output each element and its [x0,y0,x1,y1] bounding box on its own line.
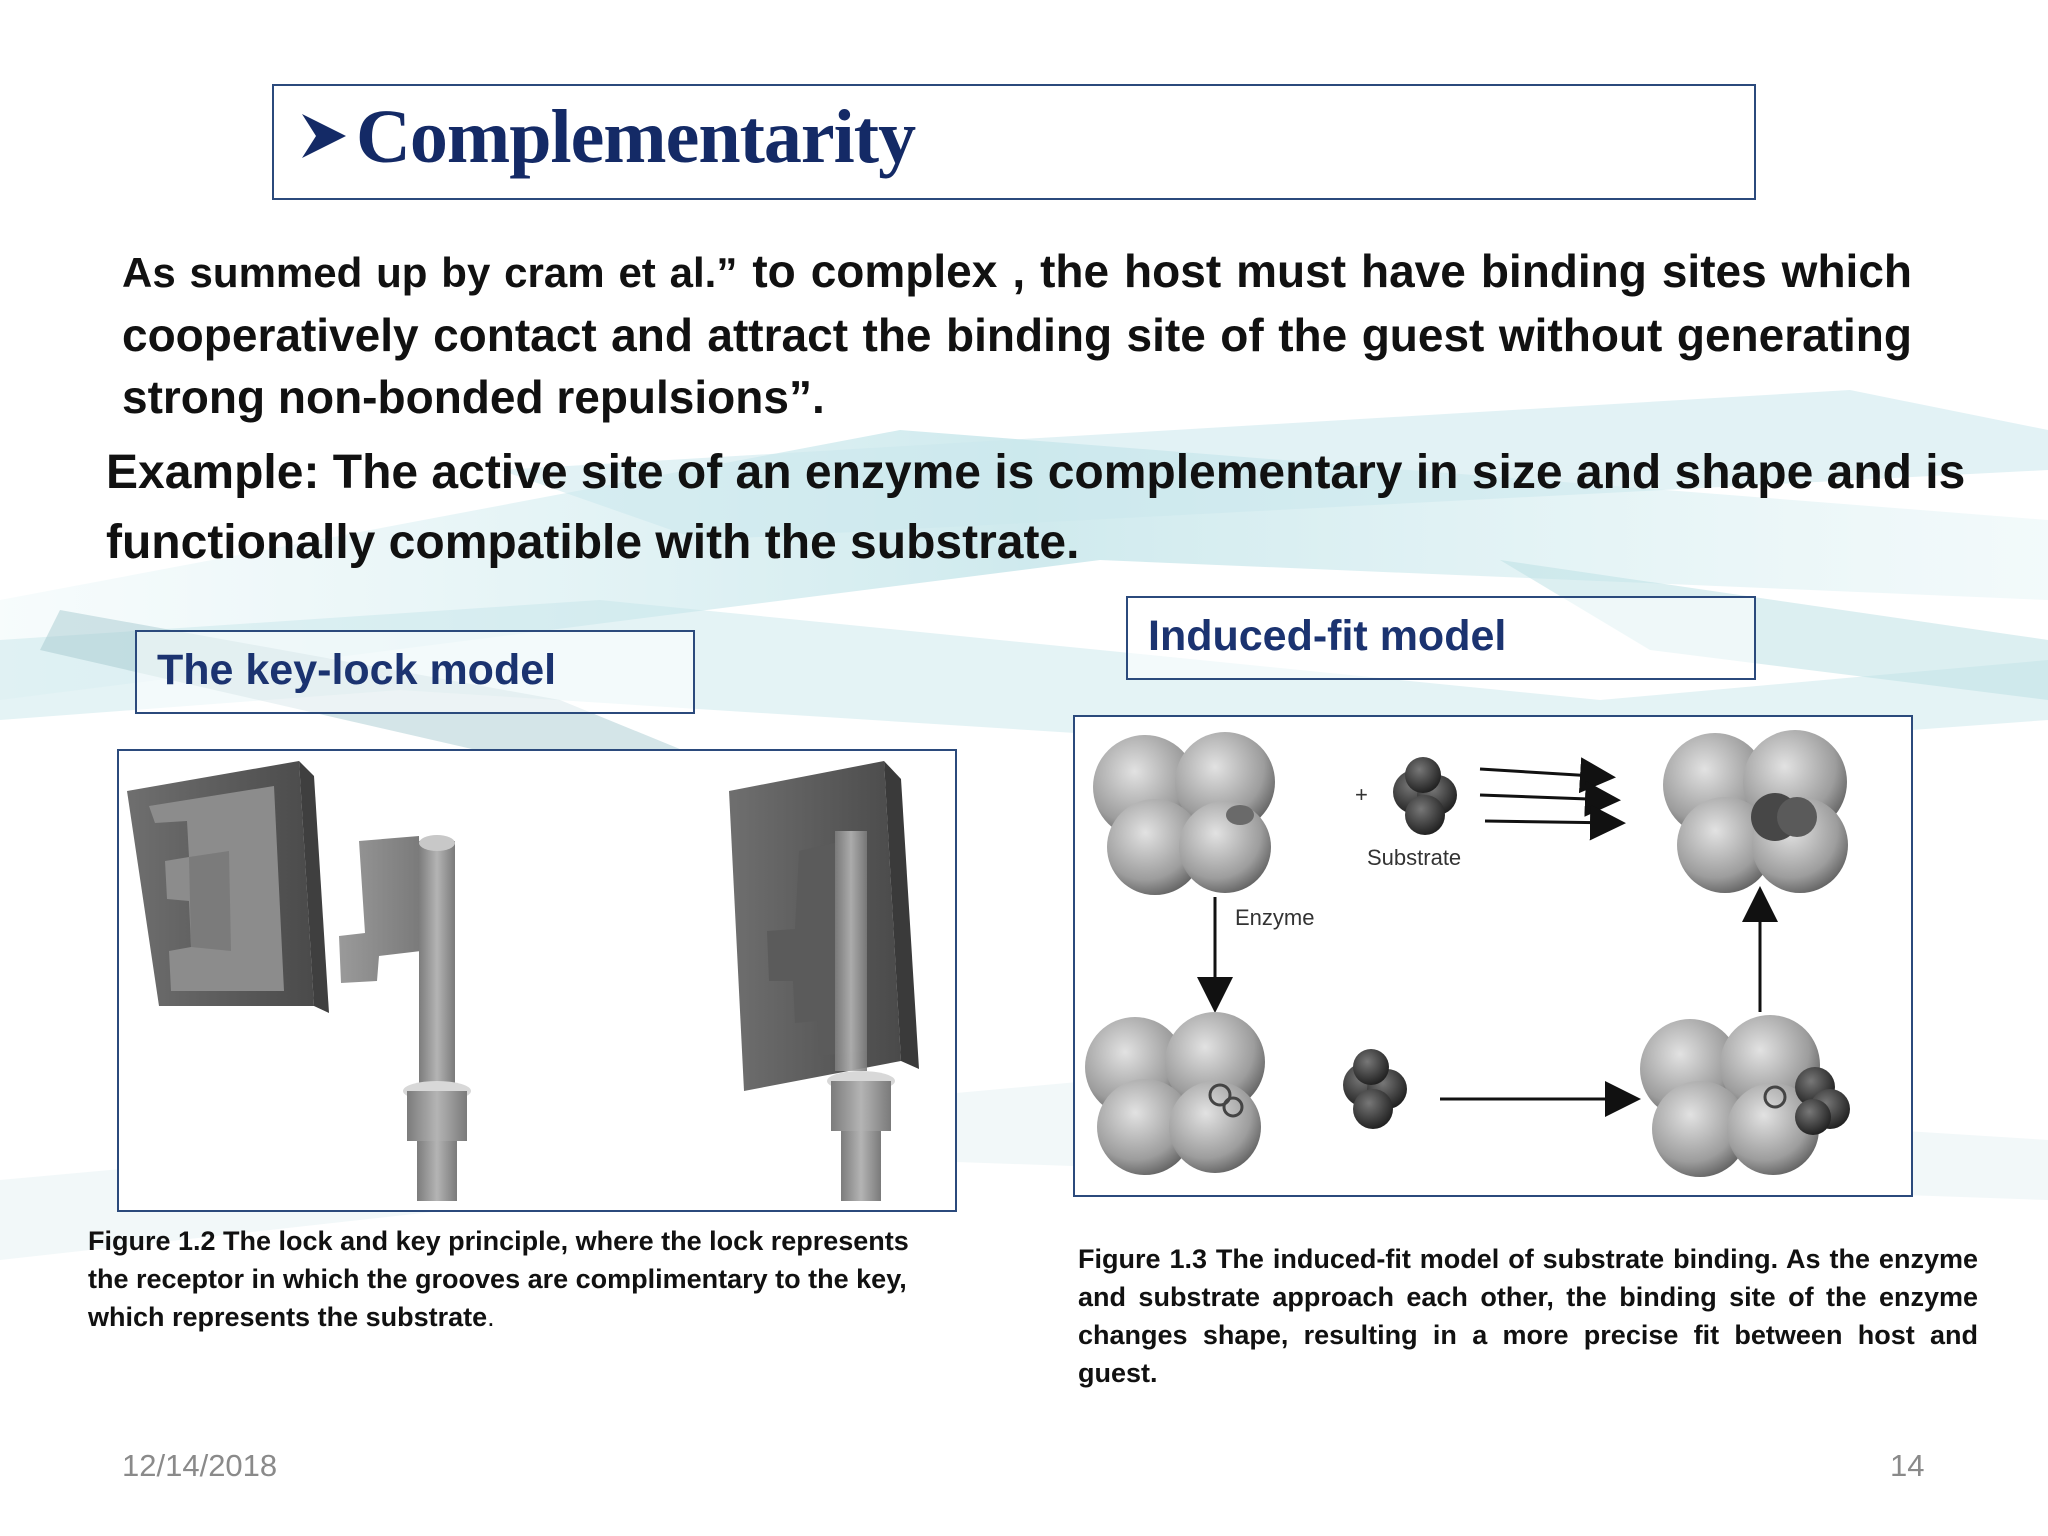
plus-sign: + [1355,782,1368,807]
lock-and-key-illustration [119,751,957,1212]
figure-1-3-caption: Figure 1.3 The induced-fit model of substrate binding. As the enzyme and substrate approach each other, the binding site of the enzyme changes shape, resulting in a more precise fit between host and guest. [1078,1244,1978,1388]
induced-fit-model-label: Induced-fit model [1148,612,1507,660]
arrow-right-2 [1480,795,1615,800]
keylock-model-label: The key-lock model [157,646,557,694]
figure-1-2-caption [88,1222,948,1336]
arrow-bullet-icon [300,106,350,166]
example-text: Example: The active site of an enzyme is complementary in size and shape and is functionally compatible with the substrate. [106,446,1966,569]
enzyme-label: Enzyme [1235,905,1315,930]
enzyme-top-left [1093,732,1275,895]
lock-left [127,761,329,1013]
slide-title [300,94,915,181]
cram-quote [122,240,1912,428]
enzyme-bottom-left [1085,1012,1265,1175]
arrow-right-1 [1480,769,1610,777]
keylock-figure [117,749,957,1212]
lock-key-assembled [729,761,919,1201]
induced-fit-figure [1073,715,1913,1197]
key-left [339,835,471,1201]
slide-title-text: Complementarity [356,95,916,179]
arrow-right-3 [1485,821,1620,823]
title-box [272,84,1756,200]
keylock-model-box [135,630,695,714]
induced-fit-illustration [1075,717,1913,1197]
quote-intro: As summed up by cram et al.” [122,249,738,296]
enzyme-bottom-right [1640,1015,1850,1177]
substrate-label: Substrate [1367,845,1462,870]
figure-1-2-caption-period: . [487,1302,495,1332]
footer-date: 12/14/2018 [122,1448,278,1483]
figure-1-2-caption-text: Figure 1.2 The lock and key principle, where the lock represents the receptor in which the grooves are complimentary to the key, which represents the substrate [88,1226,909,1332]
quote-body: to complex , the host must have binding sites which cooperatively contact and attract the binding site of the guest without generating strong non-bonded repulsions”. [122,245,1913,423]
page-number: 14 [1890,1448,1925,1483]
substrate-top [1393,757,1457,835]
induced-fit-model-box [1126,596,1756,680]
substrate-bottom [1343,1049,1407,1129]
enzyme-top-right [1663,730,1848,893]
